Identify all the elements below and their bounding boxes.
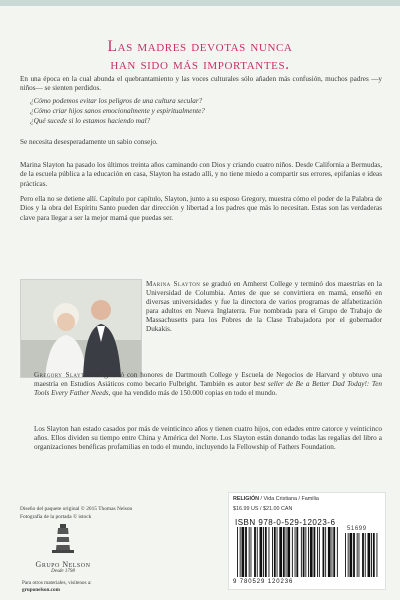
barcode-bar [303,527,305,577]
top-color-band [0,0,400,6]
barcode-bar [373,533,375,577]
question-2: ¿Cómo criar hijos sanos emocionalmente y espiritualmente? [30,107,205,115]
gregory-bio [34,371,382,398]
barcode-isbn: ISBN 978-0-529-12023-6 [235,518,336,527]
barcode-bar [323,527,325,577]
author-photo-illustration [21,280,141,377]
barcode-bar [277,527,278,577]
more-materials-line-1: Para otros materiales, visítenos a: [22,580,92,586]
barcode-bar [251,527,252,577]
barcode-bar [362,533,364,577]
barcode-bar [345,533,346,577]
gregory-bio-book-title: best seller de Be a Better Dad Today!: Ten Tools Every Father Needs [34,380,382,398]
barcode-bar [314,527,316,577]
barcode-bar [272,527,273,577]
barcode-bar [263,527,264,577]
barcode-price: $16.99 US / $21.00 CAN [233,506,293,512]
barcode-bar [265,527,267,577]
gregory-bio-text-1: se graduó con honores de Dartmouth College y Escuela de Negocios de Harvard y obtuvo una maestría en Estudios Asiáticos como becario Fulbright. También es autor [34,371,382,389]
barcode-bar [371,533,372,577]
barcode-bar [328,527,331,577]
barcode-bar [325,527,326,577]
barcode-box [228,492,386,590]
barcode-bar [257,527,258,577]
barcode-bar [283,527,285,577]
barcode-bar [337,527,338,577]
marina-bio-text: se graduó en Amherst College y terminó dos maestrías en la Universidad de Columbia. Antes de que se convirtiera en mamá, enseñó en diversas universidades y fue la directora de varios programas de alfabetización para adultos en Nueva Inglaterra. Fue nombrada para el Grupo de Trabajo de Massachusetts para los Pobres de la Clase Trabajadora por el gobernador Dukakis. [146,280,382,334]
barcode-bar [305,527,306,577]
question-1: ¿Cómo podemos evitar los peligros de una cultura secular? [30,97,203,105]
about-marina-paragraph: Marina Slayton ha pasado los últimos treinta años caminando con Dios y criando cuatro niños. Desde California a Bermudas, de la escuela pública a la educación en casa, Slayton ha estado allí, y no tiene miedo a compartir sus errores, epifanías e ideas prácticas. [20,161,382,188]
intro-paragraph: En una época en la cual abunda el quebrantamiento y las voces culturales sólo añaden más confusión, muchos padres —y niños— se sienten perdidos. [20,75,382,93]
barcode-bar [357,533,358,577]
barcode-graphic [233,527,381,579]
barcode-bar [254,527,256,577]
lighthouse-icon [48,522,78,554]
credits [20,505,132,521]
website-link[interactable]: gruponelson.com [22,587,60,593]
barcode-bar [377,533,378,577]
headline [20,38,380,74]
gregory-bio-name: Gregory Slayton [34,371,93,379]
barcode-bar [292,527,293,577]
barcode-addon-digits: 51699 [347,526,367,532]
barcode-digits: 9 780529 120236 [233,579,294,585]
barcode-bar [242,527,245,577]
barcode-category-sub: / Vida Cristiana / Familia [259,496,319,502]
design-credit: Diseño del paquete original © 2015 Thomas Nelson [20,506,133,512]
barcode-bar [240,527,241,577]
barcode-bar [269,527,270,577]
barcode-bar [287,527,290,577]
headline-line-2: han sido más importantes. [110,56,290,73]
publisher-logo [28,522,98,574]
gregory-bio-text-2: , que ha vendido más de 150.000 copias en todo el mundo. [108,389,278,398]
barcode-bar [279,527,282,577]
headline-line-1: Las madres devotas nunca [107,38,293,55]
barcode-bar [365,533,366,577]
question-3: ¿Qué sucede si lo estamos haciendo mal? [30,117,151,125]
more-materials [22,580,92,594]
needs-advice-text: Se necesita desesperadamente un sabio consejo. [20,138,158,146]
barcode-bar [295,527,296,577]
family-paragraph: Los Slayton han estado casados por más de veinticinco años y tienen cuatro hijos, con edades entre catorce y veinticinco años. Ellos dividen su tiempo entre China y América del Norte. Los Slayton están donando todas las regalías del libro a organizaciones benéficas profamilias en todo el mundo, incluyendo la Fellowship of Fathers Foundation. [34,425,382,452]
barcode-bar [301,527,302,577]
barcode-bar [308,527,309,577]
barcode-bar [296,527,298,577]
barcode-bar [353,533,355,577]
photo-credit: Fotografía de la portada © istock [20,514,92,520]
publisher-name: Grupo Nelson [35,560,91,569]
barcode-category-main: RELIGIÓN [233,496,260,502]
marina-bio-name: Marina Slayton [146,280,201,288]
barcode-bar [286,527,287,577]
barcode-bar [249,527,250,577]
barcode-bar [245,527,247,577]
barcode-bar [359,533,360,577]
barcode-bar [274,527,276,577]
barcode-bar [260,527,263,577]
barcode-bar [368,533,371,577]
publisher-since: Desde 1798 [51,569,75,574]
marina-bio [146,280,382,335]
barcode-bar [319,527,320,577]
barcode-bar [332,527,333,577]
author-photo [20,279,142,378]
barcode-category [233,496,319,502]
barcode-bar [350,533,353,577]
chapter-paragraph: Pero ella no se detiene allí. Capítulo por capítulo, Slayton, junto a su esposo Gregory, muestra cómo el poder de la Palabra de Dios y la obra del Espíritu Santo pueden dar dirección y libertad a los padres que más lo necesitan. Estas son las verdaderas clave para llegar a ser la mejor mamá que puedas ser. [20,195,382,222]
barcode-bar [333,527,335,577]
barcode-bar [348,533,349,577]
barcode-bar [310,527,313,577]
barcode-bar [237,527,238,577]
barcode-bar [317,527,318,577]
